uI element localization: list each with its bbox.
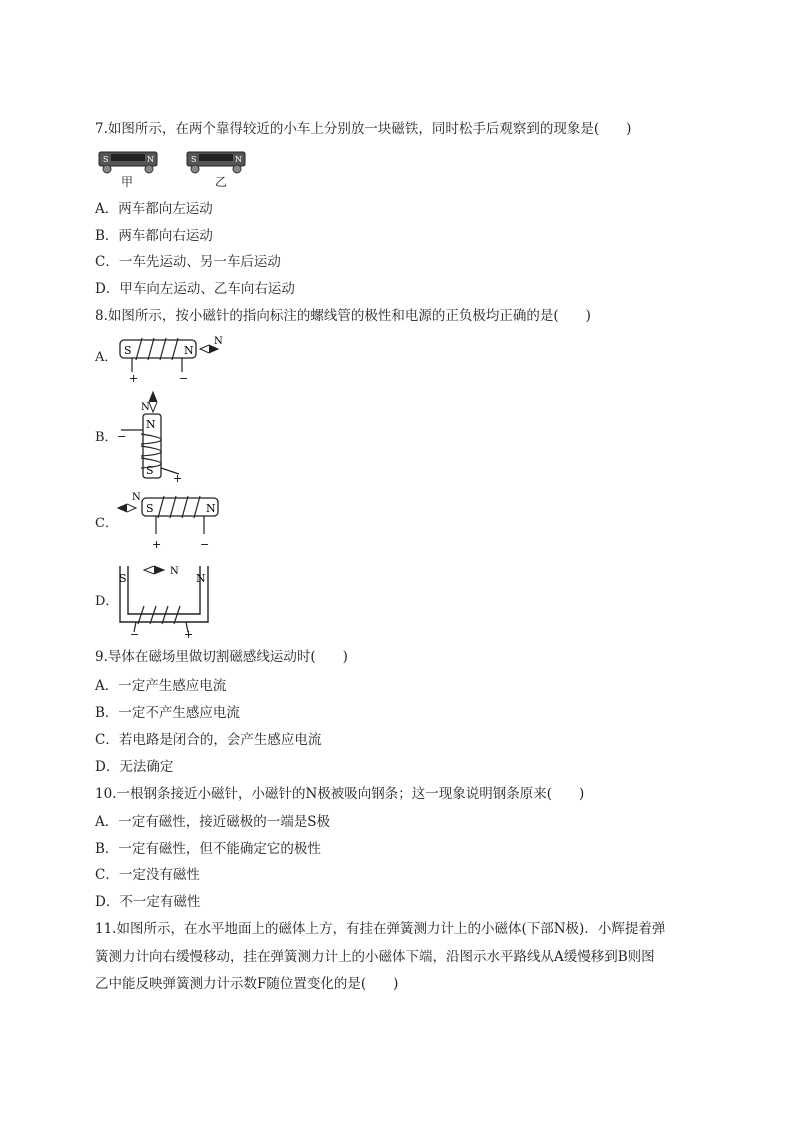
q8b-needle-pole: N bbox=[141, 402, 150, 413]
q8b-bottom-pole: S bbox=[146, 464, 154, 477]
q7-option-c: C．一车先运动、另一车后运动 bbox=[95, 254, 281, 270]
q9-option-d: D．无法确定 bbox=[95, 759, 174, 775]
cart-yi bbox=[187, 152, 245, 173]
q9-option-b: B．一定不产生感应电流 bbox=[95, 705, 240, 721]
q8b-term-top: − bbox=[117, 430, 127, 443]
q8-figure-c-solenoid bbox=[116, 490, 226, 552]
q10-option-a: A．一定有磁性，接近磁极的一端是S极 bbox=[95, 814, 330, 830]
q9-option-c: C．若电路是闭合的，会产生感应电流 bbox=[95, 732, 322, 748]
q8a-right-pole: N bbox=[184, 344, 194, 357]
q7-option-a: A．两车都向左运动 bbox=[95, 201, 213, 217]
q7-option-d: D．甲车向左运动、乙车向右运动 bbox=[95, 281, 295, 297]
q10-option-b: B．一定有磁性，但不能确定它的极性 bbox=[95, 841, 321, 857]
cart-jia-label: 甲 bbox=[121, 175, 134, 189]
q8d-right-pole: N bbox=[196, 572, 206, 585]
q10-option-d: D．不一定有磁性 bbox=[95, 894, 201, 910]
q7-option-b: B．两车都向右运动 bbox=[95, 228, 213, 244]
q8b-term-bottom: + bbox=[173, 472, 183, 485]
q8d-term-left: − bbox=[130, 628, 140, 641]
q9-stem: 9.导体在磁场里做切割磁感线运动时( ) bbox=[95, 649, 348, 665]
q8c-term-left: + bbox=[152, 538, 162, 551]
cart-jia bbox=[99, 152, 157, 173]
q8-option-d-label: D． bbox=[95, 594, 119, 609]
q8-figure-d-u-magnet bbox=[116, 562, 216, 640]
q8c-right-pole: N bbox=[206, 502, 216, 515]
q11-line-3: 乙中能反映弹簧测力计示数F随位置变化的是( ) bbox=[95, 976, 399, 992]
q10-stem: 10.一根钢条接近小磁针，小磁针的N极被吸向钢条；这一现象说明钢条原来( ) bbox=[95, 786, 585, 802]
cart-jia-pole-right: N bbox=[147, 155, 154, 164]
cart-yi-label: 乙 bbox=[215, 175, 228, 189]
q10-option-c: C．一定没有磁性 bbox=[95, 867, 200, 883]
q8c-needle-pole: N bbox=[132, 492, 141, 503]
cart-yi-pole-left: S bbox=[191, 155, 197, 164]
q8d-left-pole: S bbox=[119, 572, 127, 585]
q8d-term-right: + bbox=[184, 628, 194, 641]
q8c-left-pole: S bbox=[146, 502, 154, 515]
q8c-term-right: − bbox=[200, 538, 210, 551]
q11-line-1: 11.如图所示，在水平地面上的磁体上方，有挂在弹簧测力计上的小磁体(下部N极)．小辉提着弹 bbox=[95, 921, 666, 937]
q8a-term-right: − bbox=[179, 372, 189, 385]
cart-yi-pole-right: N bbox=[235, 155, 242, 164]
q11-line-2: 簧测力计向右缓慢移动，挂在弹簧测力计上的小磁体下端，沿图示水平路线从A缓慢移到B则图 bbox=[95, 949, 655, 965]
q7-stem: 7.如图所示，在两个靠得较近的小车上分别放一块磁铁，同时松手后观察到的现象是( ) bbox=[95, 121, 632, 137]
q8-figure-b-solenoid bbox=[113, 390, 193, 485]
q7-figure-carts bbox=[97, 146, 257, 188]
q8-option-b-label: B． bbox=[95, 430, 118, 445]
q8d-needle-pole: N bbox=[170, 566, 179, 577]
q8a-term-left: + bbox=[129, 372, 139, 385]
q8-stem: 8.如图所示，按小磁针的指向标注的螺线管的极性和电源的正负极均正确的是( ) bbox=[95, 308, 591, 324]
q8-figure-a-solenoid bbox=[118, 334, 228, 384]
q8b-top-pole: N bbox=[146, 418, 156, 431]
q8a-needle-pole: N bbox=[214, 336, 223, 347]
cart-jia-pole-left: S bbox=[103, 155, 109, 164]
q9-option-a: A．一定产生感应电流 bbox=[95, 678, 227, 694]
q8-option-c-label: C． bbox=[95, 516, 118, 531]
q8-option-a-label: A． bbox=[95, 350, 118, 365]
q8a-left-pole: S bbox=[124, 344, 132, 357]
